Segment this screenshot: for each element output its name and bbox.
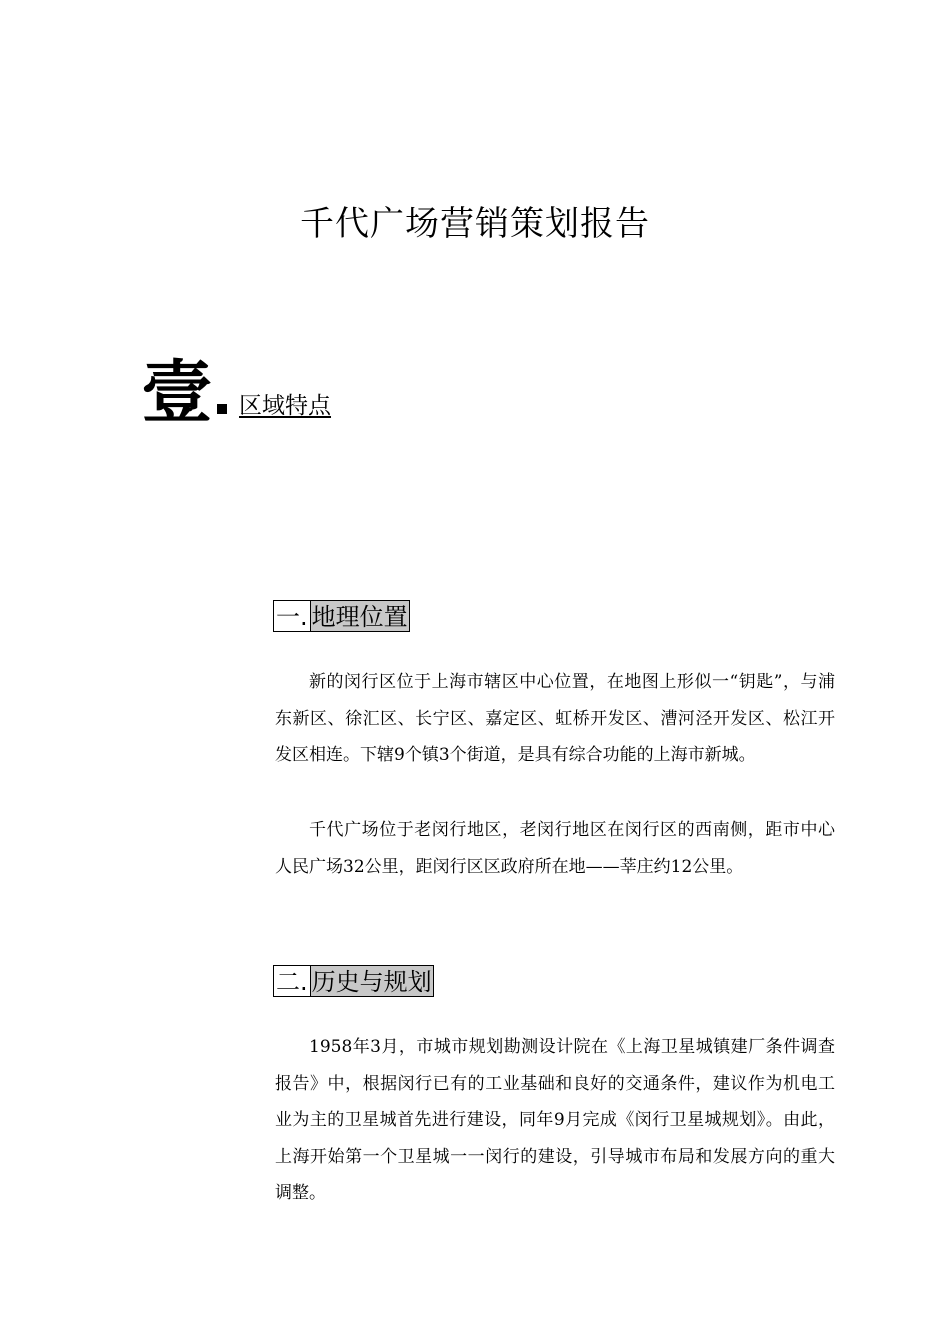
section-label: 历史与规划 <box>310 965 434 997</box>
section-number: 二. <box>273 965 310 997</box>
square-bullet-icon <box>217 404 227 414</box>
section-label: 地理位置 <box>310 600 410 632</box>
paragraph: 千代广场位于老闵行地区，老闵行地区在闵行区的西南侧，距市中心人民广场32公里，距闵行区区政府所在地——莘庄约12公里。 <box>275 820 835 877</box>
section-number: 一. <box>273 600 310 632</box>
paragraph: 新的闵行区位于上海市辖区中心位置，在地图上形似一“钥匙”，与浦东新区、徐汇区、长宁区、嘉定区、虹桥开发区、漕河泾开发区、松江开发区相连。下辖9个镇3个街道，是具有综合功能的上海市新城。 <box>275 672 835 765</box>
paragraph: 1958年3月，市城市规划勘测设计院在《上海卫星城镇建厂条件调查报告》中，根据闵行已有的工业基础和良好的交通条件，建议作为机电工业为主的卫星城首先进行建设，同年9月完成《闵行卫星城规划》。由此，上海开始第一个卫星城一一闵行的建设，引导城市布局和发展方向的重大调整。 <box>275 1037 835 1203</box>
section-heading-history <box>273 965 434 997</box>
part-heading <box>143 352 331 432</box>
part-number: 壹 <box>141 354 213 433</box>
part-title: 区域特点 <box>239 393 332 419</box>
section-heading-geography <box>273 600 410 632</box>
document-title: 千代广场营销策划报告 <box>300 204 650 244</box>
